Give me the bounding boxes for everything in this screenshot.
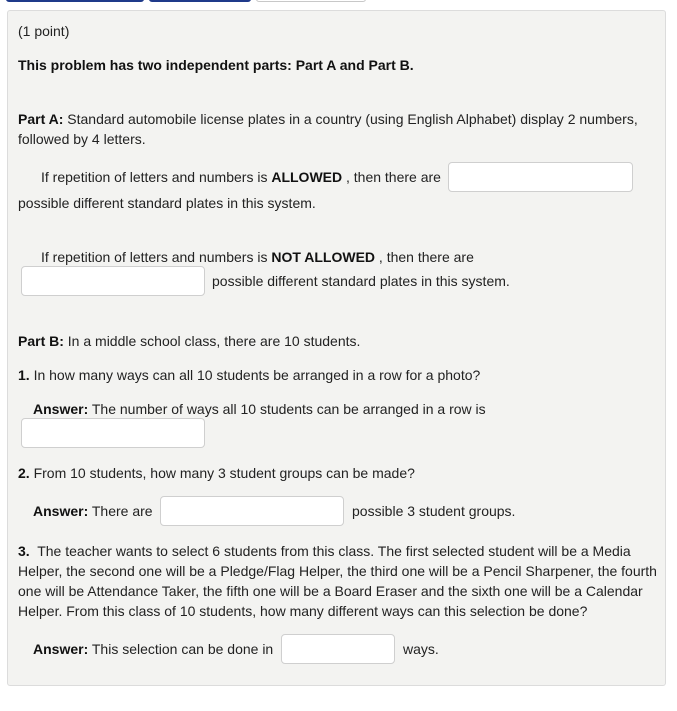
part-a-q2-emph: NOT ALLOWED (271, 249, 376, 265)
part-a-q1-suffix: , then there are (346, 169, 441, 185)
intro-text (18, 55, 414, 75)
intro-bold: This problem has two independent parts: Part A and Part B. (18, 57, 414, 73)
part-b-q2-number: 2. (18, 465, 30, 481)
part-b-q3-answer-suffix: ways. (403, 641, 439, 657)
part-a-line2: followed by 4 letters. (18, 131, 146, 147)
part-b-q2-text: From 10 students, how many 3 student groups can be made? (33, 465, 415, 481)
part-b-q1-input[interactable] (21, 418, 205, 448)
part-a-text-line1: Standard automobile license plates in a country (using English Alphabet) display 2 numbers, (67, 111, 638, 127)
nav-tab-1[interactable] (6, 0, 144, 2)
part-a-line1 (18, 109, 638, 129)
part-b-q2-input[interactable] (160, 496, 344, 526)
part-a-q1-after: possible different standard plates in this system. (18, 195, 316, 211)
part-a-q2-prefix: If repetition of letters and numbers is (41, 249, 268, 265)
part-b-q3-answer (33, 639, 273, 659)
part-b-q2-answer-label: Answer: (33, 503, 89, 519)
part-b-q3-line1 (18, 541, 631, 561)
part-b-q3-line3: one will be Attendance Taker, the fifth one will be a Board Eraser and the sixth one will be a Calendar (18, 583, 643, 599)
part-b-intro (18, 331, 360, 351)
part-b-q1-answer-text: The number of ways all 10 students can be arranged in a row is (91, 401, 486, 417)
part-b-q2-question (18, 463, 415, 483)
part-b-q2-answer-suffix: possible 3 student groups. (352, 503, 516, 519)
part-b-text: In a middle school class, there are 10 students. (67, 333, 361, 349)
part-a-q2-input[interactable] (21, 266, 205, 296)
part-b-q3-line1-text: The teacher wants to select 6 students from this class. The first selected student will be a Media (37, 543, 631, 559)
part-a-q2-suffix: , then there are (378, 249, 474, 265)
part-a-q1-prompt (41, 167, 441, 187)
part-b-q3-number: 3. (18, 543, 30, 559)
part-a-q2-after: possible different standard plates in this system. (212, 273, 510, 289)
part-b-q2-answer-prefix: There are (91, 503, 153, 519)
part-b-q1-answer-label: Answer: (33, 401, 89, 417)
part-b-q3-answer-label: Answer: (33, 641, 89, 657)
points-label: (1 point) (18, 23, 70, 39)
part-b-q3-answer-prefix: This selection can be done in (91, 641, 274, 657)
part-a-q1-input[interactable] (448, 162, 633, 192)
part-b-q1-text: In how many ways can all 10 students be arranged in a row for a photo? (33, 367, 481, 383)
part-b-q2-answer (33, 501, 153, 521)
nav-tab-2[interactable] (149, 0, 251, 2)
top-tabs (0, 0, 677, 4)
part-b-q1-question (18, 365, 480, 385)
part-b-q3-line4: Helper. From this class of 10 students, how many different ways can this selection be done? (18, 603, 588, 619)
part-b-q3-input[interactable] (281, 634, 395, 664)
problem-panel (7, 10, 666, 686)
part-b-q1-number: 1. (18, 367, 30, 383)
part-a-q2-prompt (41, 247, 474, 267)
part-a-q1-prefix: If repetition of letters and numbers is (41, 169, 268, 185)
part-a-q1-emph: ALLOWED (271, 169, 343, 185)
part-b-label: Part B: (18, 333, 64, 349)
part-b-q3-line2: Helper, the second one will be a Pledge/Flag Helper, the third one will be a Pencil Sharpener, the fourth (18, 563, 657, 579)
nav-tab-3[interactable] (256, 0, 366, 2)
part-a-label: Part A: (18, 111, 64, 127)
part-b-q1-answer (33, 399, 486, 419)
